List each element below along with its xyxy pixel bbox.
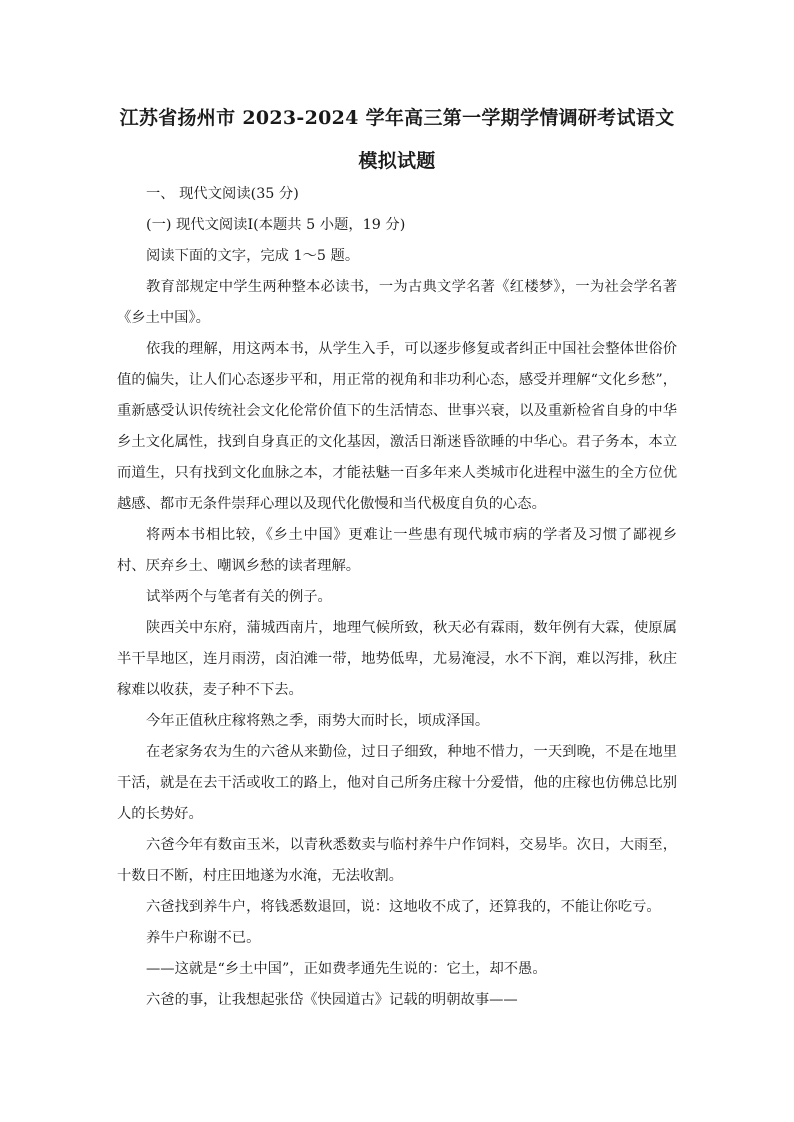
body-paragraph: 将两本书相比较，《乡土中国》更难让一些患有现代城市病的学者及习惯了鄙视乡村、厌弃乡土、嘲讽乡愁的读者理解。 bbox=[117, 527, 677, 574]
body-paragraph: 试举两个与笔者有关的例子。 bbox=[146, 589, 332, 605]
document-title-line-1: 江苏省扬州市 2023-2024 学年高三第一学期学情调研考试语文 bbox=[119, 107, 675, 129]
body-paragraph: 今年正值秋庄稼将熟之季，雨势大而时长，顷成泽国。 bbox=[146, 713, 490, 729]
body-paragraph: 教育部规定中学生两种整本必读书，一为古典文学名著《红楼梦》，一为社会学名著《乡土中国》。 bbox=[117, 279, 677, 326]
body-paragraph: 陕西关中东府，蒲城西南片，地理气候所致，秋天必有霖雨，数年例有大霖，使原属半干旱地区，连月雨涝，卤泊滩一带，地势低卑，尤易淹浸，水不下润，难以泻排，秋庄稼难以收获，麦子种不下去。 bbox=[117, 620, 677, 698]
body-paragraph: 依我的理解，用这两本书，从学生入手，可以逐步修复或者纠正中国社会整体世俗价值的偏失，让人们心态逐步平和，用正常的视角和非功利心态，感受并理解“文化乡愁”，重新感受认识传统社会文化伦常价值下的生活情态、世事兴衰，以及重新检省自身的中华乡土文化属性，找到自身真正的文化基因，激活日渐迷昏欲睡的中华心。君子务本，本立而道生，只有找到文化血脉之本，才能祛魅一百多年来人类城市化进程中滋生的全方位优越感、都市无条件崇拜心理以及现代化傲慢和当代极度自负的心态。 bbox=[117, 341, 677, 512]
body-paragraph: 六爸的事，让我想起张岱《快园道古》记载的明朝故事—— bbox=[146, 992, 518, 1008]
body-paragraph: 六爸找到养牛户，将钱悉数退回，说：这地收不成了，还算我的，不能让你吃亏。 bbox=[146, 899, 661, 915]
reading-instruction: 阅读下面的文字，完成 1～5 题。 bbox=[146, 248, 360, 264]
body-paragraph: 在老家务农为生的六爸从来勤俭，过日子细致，种地不惜力，一天到晚，不是在地里干活，就是在去干活或收工的路上，他对自己所务庄稼十分爱惜，他的庄稼也仿佛总比别人的长势好。 bbox=[117, 744, 677, 822]
subsection-heading: (一) 现代文阅读I(本题共 5 小题，19 分) bbox=[146, 217, 406, 233]
body-paragraph: 养牛户称谢不已。 bbox=[146, 930, 261, 946]
section-heading: 一、 现代文阅读(35 分) bbox=[146, 186, 299, 202]
document-title-line-2: 模拟试题 bbox=[358, 150, 436, 172]
body-paragraph: ——这就是“乡土中国”，正如费孝通先生说的：它土，却不愚。 bbox=[146, 961, 547, 977]
body-paragraph: 六爸今年有数亩玉米，以青秋悉数卖与临村养牛户作饲料，交易毕。次日，大雨至，十数日不断，村庄田地遂为水淹，无法收割。 bbox=[117, 837, 677, 884]
